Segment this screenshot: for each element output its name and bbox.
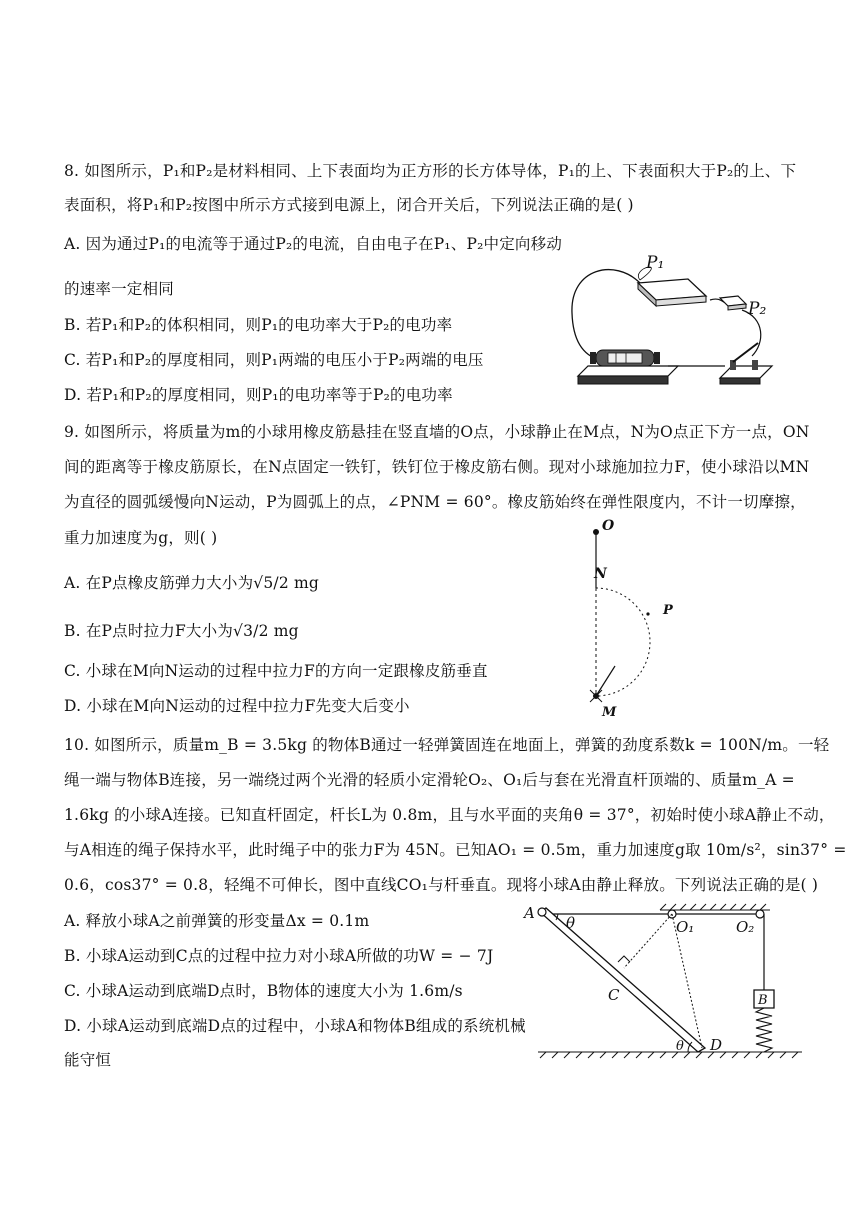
svg-text:θ: θ — [676, 1039, 684, 1054]
svg-text:C: C — [608, 986, 620, 1004]
svg-text:O₂: O₂ — [736, 918, 755, 936]
q8-option-b: B. 若P₁和P₂的体积相同，则P₁的电功率大于P₂的电功率 — [64, 316, 453, 334]
q9-rubber-band-figure — [570, 518, 700, 723]
q10-option-a: A. 释放小球A之前弹簧的形变量Δx = 0.1m — [64, 912, 370, 930]
q9-stem-line-3: 为直径的圆弧缓慢向N运动，P为圆弧上的点，∠PNM = 60°。橡皮筋始终在弹性限度内，不计一切摩擦， — [64, 493, 806, 511]
q9-stem-line-4: 重力加速度为g，则( ) — [64, 529, 218, 547]
q8-circuit-wire — [572, 270, 640, 360]
spring — [756, 1008, 772, 1052]
q10-stem-line-1: 10. 如图所示，质量m_B = 3.5kg 的物体B通过一轻弹簧固连在地面上，弹簧的劲度系数k = 100N/m。一轻 — [64, 736, 830, 754]
battery-icon — [578, 350, 678, 384]
q9-stem-line-1: 9. 如图所示，将质量为m的小球用橡皮筋悬挂在竖直墙的O点，小球静止在M点，N为O点正下方一点，ON — [64, 423, 810, 441]
svg-text:B: B — [758, 993, 768, 1008]
svg-text:D: D — [710, 1036, 723, 1054]
pulley-o2 — [756, 910, 764, 918]
q10-stem-line-4: 与A相连的绳子保持水平，此时绳子中的张力F为 45N。已知AO₁ = 0.5m，重力加速度g取 10m/s²，sin37° = — [64, 841, 847, 859]
line-co1 — [624, 914, 672, 968]
point-p — [646, 612, 649, 615]
q10-option-d-line-2: 能守恒 — [64, 1051, 112, 1069]
svg-text:θ: θ — [566, 914, 576, 932]
q10-stem-line-5: 0.6，cos37° = 0.8，轻绳不可伸长，图中直线CO₁与杆垂直。现将小球A由静止释放。下列说法正确的是( ) — [64, 876, 819, 894]
q9-option-c: C. 小球在M向N运动的过程中拉力F的方向一定跟橡皮筋垂直 — [64, 662, 488, 680]
q8-option-a-line-2: 的速率一定相同 — [64, 280, 174, 298]
q8-option-d: D. 若P₁和P₂的厚度相同，则P₁的电功率等于P₂的电功率 — [64, 386, 453, 404]
ball-m — [593, 693, 599, 699]
q8-stem-line-1: 8. 如图所示，P₁和P₂是材料相同、上下表面均为正方形的长方体导体，P₁的上、下表面积大于P₂的上、下 — [64, 162, 797, 180]
svg-text:P: P — [663, 603, 673, 618]
q10-option-c: C. 小球A运动到底端D点时，B物体的速度大小为 1.6m/s — [64, 982, 463, 1000]
q8-option-a-line-1: A. 因为通过P₁的电流等于通过P₂的电流，自由电子在P₁、P₂中定向移动 — [64, 235, 563, 253]
q9-option-a: A. 在P点橡皮筋弹力大小为√5/2 mg — [64, 574, 320, 592]
svg-text:M: M — [602, 705, 617, 720]
q8-circuit-figure — [560, 238, 790, 398]
semicircle-arc — [596, 588, 650, 696]
svg-text:A: A — [524, 904, 535, 922]
ceiling-hatch — [660, 904, 770, 910]
svg-text:N: N — [594, 566, 607, 582]
q9-stem-line-2: 间的距离等于橡皮筋原长，在N点固定一铁钉，铁钉位于橡皮筋右侧。现对小球施加拉力F，使小球沿以MN — [64, 458, 810, 476]
p2-label: P₂ — [748, 299, 767, 319]
q8-stem-line-2: 表面积，将P₁和P₂按图中所示方式接到电源上，闭合开关后，下列说法正确的是( ) — [64, 196, 634, 214]
svg-text:O: O — [602, 518, 615, 534]
q10-stem-line-2: 绳一端与物体B连接，另一端绕过两个光滑的轻质小定滑轮O₂、O₁后与套在光滑直杆顶端的、质量m_A = — [64, 771, 795, 789]
q10-option-d-line-1: D. 小球A运动到底端D点的过程中，小球A和物体B组成的系统机械 — [64, 1017, 526, 1035]
q8-option-c: C. 若P₁和P₂的厚度相同，则P₁两端的电压小于P₂两端的电压 — [64, 351, 484, 369]
switch-icon — [720, 343, 772, 384]
p1-label: P₁ — [646, 253, 665, 273]
ball-a — [538, 908, 546, 916]
svg-text:O₁: O₁ — [676, 918, 695, 936]
q10-stem-line-3: 1.6kg 的小球A连接。已知直杆固定，杆长L为 0.8m，且与水平面的夹角θ = 37°，初始时使小球A静止不动， — [64, 806, 835, 824]
q9-option-b: B. 在P点时拉力F大小为√3/2 mg — [64, 622, 299, 640]
ground-hatch — [538, 1052, 802, 1058]
q10-option-b: B. 小球A运动到C点的过程中拉力对小球A所做的功W = − 7J — [64, 947, 494, 965]
q9-option-d: D. 小球在M向N运动的过程中拉力F先变大后变小 — [64, 697, 410, 715]
q10-pulley-rod-figure — [520, 898, 810, 1073]
